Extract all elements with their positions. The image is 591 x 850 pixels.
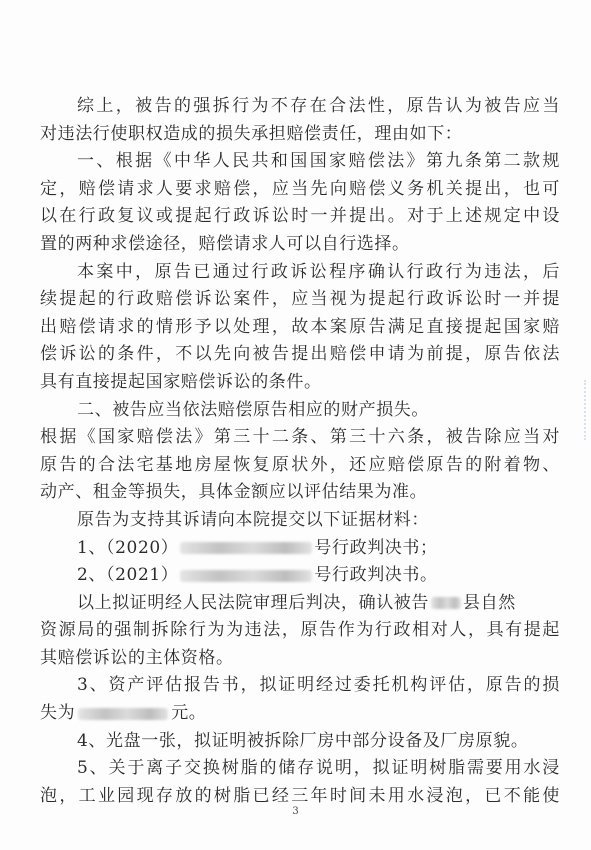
text-line: 根据《国家赔偿法》第三十二条、第三十六条，被告除应当对 [40, 427, 560, 448]
text-line: 偿诉讼的条件，不以先向被告提出赔偿申请为前提，原告依法 [40, 344, 560, 365]
text-line: 一、根据《中华人民共和国国家赔偿法》第九条第二款规 [77, 151, 560, 172]
evidence-item-suffix: 号行政判决书。 [314, 565, 438, 586]
text-fragment: 县自然 [463, 592, 516, 613]
text-line: 定，赔偿请求人要求赔偿，应当先向赔偿义务机关提出，也可 [40, 178, 560, 199]
redacted-amount [78, 708, 168, 720]
text-fragment: 失为 [40, 703, 76, 724]
text-line: 其赔偿诉讼的主体资格。 [40, 647, 234, 668]
text-fragment: 以上拟证明经人民法院审理后判决，确认被告 [77, 592, 429, 613]
text-line: 出赔偿请求的情形予以处理，故本案原告满足直接提起国家赔 [40, 316, 560, 337]
text-fragment: 元。 [171, 703, 207, 724]
text-line: 资源局的强制拆除行为为违法，原告作为行政相对人，具有提起 [40, 620, 560, 641]
text-line [40, 590, 560, 618]
section-heading: 二、被告应当依法赔偿原告相应的财产损失。 [77, 399, 429, 420]
evidence-item-suffix: 号行政判决书； [314, 537, 438, 558]
text-line: 置的两种求偿途径，赔偿请求人可以自行选择。 [40, 233, 410, 254]
text-line: 综上，被告的强拆行为不存在合法性，原告认为被告应当 [77, 96, 560, 116]
text-line [40, 700, 560, 728]
text-line: 原告为支持其诉请向本院提交以下证据材料： [77, 509, 429, 530]
text-line: 动产、租金等损失，具体金额应以评估结果为准。 [40, 482, 428, 503]
scan-mark [584, 380, 591, 440]
text-line: 续提起的行政赔偿诉讼案件，应当视为提起行政诉讼时一并提 [40, 289, 560, 310]
evidence-item: 4、光盘一张，拟证明被拆除厂房中部分设备及厂房原貌。 [77, 730, 529, 751]
evidence-item [40, 562, 560, 590]
evidence-item [40, 535, 560, 563]
text-line: 具有直接提起国家赔偿诉讼的条件。 [40, 371, 322, 392]
evidence-item: 5、关于离子交换树脂的储存说明，拟证明树脂需要用水浸 [77, 758, 560, 779]
redacted-text [180, 542, 312, 554]
text-line: 本案中，原告已通过行政诉讼程序确认行政行为违法，后 [77, 261, 560, 282]
text-line: 泡，工业园现存放的树脂已经三年时间未用水浸泡，已不能使 [40, 785, 560, 806]
text-line: 对违法行使职权造成的损失承担赔偿责任，理由如下： [40, 123, 463, 144]
text-line: 以在行政复议或提起行政诉讼时一并提出。对于上述规定中设 [40, 206, 560, 227]
document-body [40, 93, 560, 810]
redacted-text [431, 597, 461, 609]
evidence-item-prefix: 1、（2020） [77, 537, 179, 558]
page-number: 3 [292, 806, 299, 817]
text-line: 原告的合法宅基地房屋恢复原状外，还应赔偿原告的附着物、 [40, 454, 560, 475]
redacted-text [180, 570, 312, 582]
evidence-item-prefix: 2、（2021） [77, 565, 179, 586]
evidence-item: 3、资产评估报告书，拟证明经过委托机构评估，原告的损 [77, 675, 560, 696]
